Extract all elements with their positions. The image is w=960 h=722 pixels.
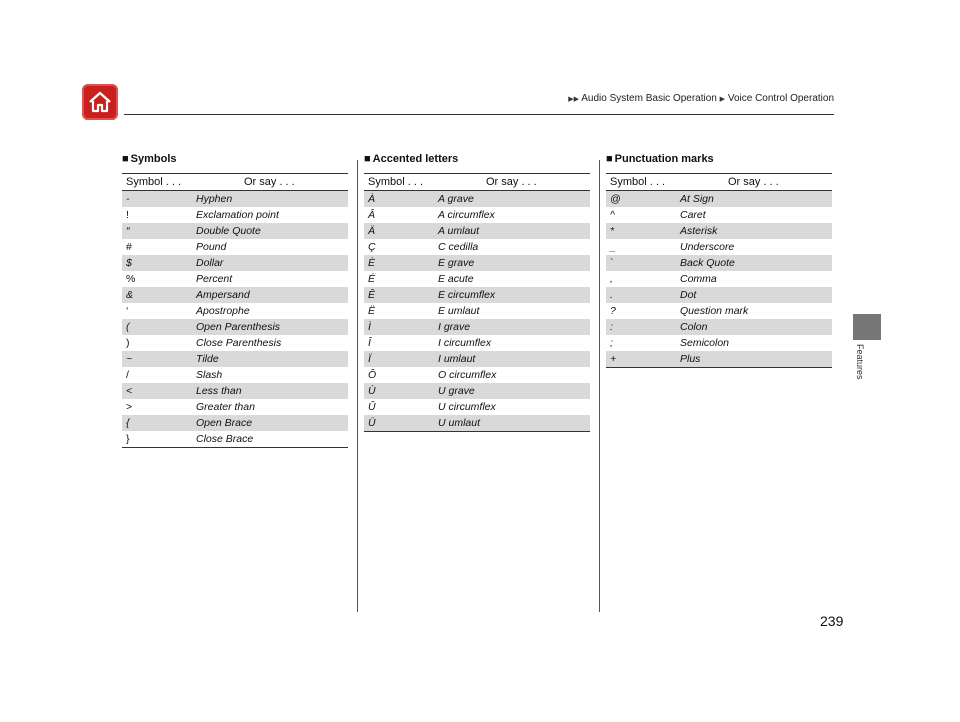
- say-cell: Colon: [680, 321, 708, 333]
- say-cell: Comma: [680, 273, 717, 285]
- say-cell: Less than: [196, 385, 242, 397]
- symbol-cell: Ì: [368, 321, 371, 333]
- table-row: [122, 367, 348, 383]
- symbol-cell: {: [126, 417, 130, 429]
- col-symbol-header: Symbol . . .: [126, 176, 182, 188]
- table-row: [122, 383, 348, 399]
- symbol-cell: ‘: [126, 305, 129, 317]
- table-row: [122, 287, 348, 303]
- symbol-cell: ): [126, 337, 130, 349]
- symbol-cell: #: [126, 241, 132, 253]
- table-row: [364, 367, 590, 383]
- table-row: [606, 255, 832, 271]
- symbol-cell: Ê: [368, 289, 376, 301]
- symbol-cell: >: [126, 401, 133, 413]
- symbol-cell: Â: [368, 209, 376, 221]
- table-row: [606, 303, 832, 319]
- table-row: [364, 415, 590, 431]
- say-cell: Greater than: [196, 401, 255, 413]
- table-row: [606, 207, 832, 223]
- table-row: [364, 319, 590, 335]
- breadcrumb-separator: ▶: [719, 96, 726, 103]
- say-cell: Slash: [196, 369, 223, 381]
- table-row: [364, 255, 590, 271]
- say-cell: Hyphen: [196, 193, 233, 205]
- say-cell: O circumflex: [438, 369, 497, 381]
- col-symbol-header: Symbol . . .: [368, 176, 424, 188]
- symbol-cell: Ü: [368, 417, 376, 429]
- table-row: [122, 399, 348, 415]
- symbol-cell: Ï: [368, 353, 371, 365]
- symbol-cell: -: [126, 193, 130, 205]
- symbol-cell: `: [610, 257, 614, 269]
- symbol-cell: %: [126, 273, 136, 285]
- column-divider: [599, 160, 600, 612]
- symbol-cell: Û: [368, 401, 376, 413]
- say-cell: Underscore: [680, 241, 735, 253]
- table-row: [606, 239, 832, 255]
- say-cell: Open Brace: [196, 417, 253, 429]
- say-cell: E umlaut: [438, 305, 480, 317]
- say-cell: Dollar: [196, 257, 224, 269]
- table-row: [364, 271, 590, 287]
- table-row: [606, 287, 832, 303]
- symbol-cell: ~: [126, 353, 133, 365]
- table-row: [122, 207, 348, 223]
- col-say-header: Or say . . .: [486, 176, 537, 188]
- table-header: [364, 174, 590, 191]
- say-cell: I circumflex: [438, 337, 492, 349]
- page-number: 239: [820, 613, 844, 629]
- table-header: [606, 174, 832, 191]
- table-row: [122, 191, 348, 207]
- say-cell: I grave: [438, 321, 471, 333]
- say-cell: U umlaut: [438, 417, 481, 429]
- breadcrumb-separator: ▶▶: [568, 96, 580, 103]
- say-cell: A umlaut: [438, 225, 480, 237]
- table-row: [122, 223, 348, 239]
- table-row: [606, 351, 832, 367]
- symbol-cell: @: [610, 193, 621, 205]
- accented-letters-section: [364, 153, 590, 432]
- features-tab[interactable]: [853, 314, 881, 340]
- symbol-cell: Ë: [368, 305, 376, 317]
- symbols-section: [122, 153, 348, 448]
- section-title: ■ Accented letters: [364, 153, 459, 165]
- symbol-cell: (: [126, 321, 130, 333]
- breadcrumb: [545, 93, 834, 104]
- say-cell: Semicolon: [680, 337, 730, 349]
- say-cell: Close Parenthesis: [196, 337, 282, 349]
- symbol-cell: /: [126, 369, 129, 381]
- square-bullet-icon: ■: [364, 153, 371, 165]
- table-row: [122, 415, 348, 431]
- symbol-cell: !: [126, 209, 129, 221]
- symbols-table: [122, 173, 348, 448]
- section-title: ■ Punctuation marks: [606, 153, 714, 165]
- say-cell: Double Quote: [196, 225, 261, 237]
- square-bullet-icon: ■: [606, 153, 613, 165]
- symbol-cell: .: [610, 289, 613, 301]
- symbol-cell: “: [126, 225, 130, 237]
- symbol-cell: Ç: [368, 241, 376, 253]
- col-say-header: Or say . . .: [728, 176, 779, 188]
- table-row: [364, 383, 590, 399]
- symbol-cell: À: [368, 193, 376, 205]
- table-row: [122, 319, 348, 335]
- square-bullet-icon: ■: [122, 153, 129, 165]
- symbol-cell: }: [126, 433, 130, 445]
- symbol-cell: $: [126, 257, 132, 269]
- say-cell: Back Quote: [680, 257, 735, 269]
- punctuation-table: [606, 173, 832, 368]
- say-cell: At Sign: [680, 193, 714, 205]
- say-cell: Dot: [680, 289, 697, 301]
- table-row: [364, 399, 590, 415]
- symbol-cell: Ô: [368, 369, 377, 381]
- home-button[interactable]: [82, 84, 118, 120]
- symbol-cell: Î: [368, 337, 371, 349]
- say-cell: E acute: [438, 273, 474, 285]
- say-cell: Percent: [196, 273, 233, 285]
- symbol-cell: É: [368, 273, 376, 285]
- table-row: [606, 223, 832, 239]
- table-row: [364, 335, 590, 351]
- say-cell: Tilde: [196, 353, 219, 365]
- breadcrumb-item-audio-system[interactable]: Audio System Basic Operation: [581, 93, 717, 104]
- table-row: [606, 319, 832, 335]
- header-rule: [124, 114, 834, 115]
- home-icon: [87, 89, 113, 115]
- column-divider: [357, 160, 358, 612]
- say-cell: Pound: [196, 241, 227, 253]
- accented-table: [364, 173, 590, 432]
- symbol-cell: :: [610, 321, 613, 333]
- table-row: [364, 207, 590, 223]
- say-cell: Open Parenthesis: [196, 321, 281, 333]
- table-row: [122, 303, 348, 319]
- table-row: [122, 335, 348, 351]
- symbol-cell: <: [126, 385, 133, 397]
- say-cell: Caret: [680, 209, 706, 221]
- say-cell: A grave: [438, 193, 474, 205]
- table-row: [122, 351, 348, 367]
- table-row: [364, 223, 590, 239]
- symbol-cell: +: [610, 353, 617, 365]
- say-cell: Question mark: [680, 305, 749, 317]
- table-row: [606, 271, 832, 287]
- col-symbol-header: Symbol . . .: [610, 176, 666, 188]
- symbol-cell: &: [126, 289, 134, 301]
- say-cell: U circumflex: [438, 401, 496, 413]
- punctuation-section: [606, 153, 832, 368]
- table-header: [122, 174, 348, 191]
- say-cell: E grave: [438, 257, 475, 269]
- symbol-cell: ,: [610, 273, 613, 285]
- table-row: [364, 351, 590, 367]
- table-row: [364, 239, 590, 255]
- features-tab-label: Features: [855, 344, 865, 380]
- section-title: ■ Symbols: [122, 153, 177, 165]
- table-row: [364, 191, 590, 207]
- say-cell: A circumflex: [438, 209, 495, 221]
- table-row: [606, 335, 832, 351]
- symbol-cell: *: [610, 225, 615, 237]
- table-row: [122, 271, 348, 287]
- symbol-cell: _: [610, 241, 616, 253]
- symbol-cell: ;: [610, 337, 613, 349]
- symbol-cell: Ä: [368, 225, 376, 237]
- say-cell: Apostrophe: [196, 305, 250, 317]
- symbol-cell: ?: [610, 305, 616, 317]
- table-row: [364, 303, 590, 319]
- table-row: [122, 255, 348, 271]
- say-cell: Plus: [680, 353, 701, 365]
- say-cell: E circumflex: [438, 289, 496, 301]
- say-cell: I umlaut: [438, 353, 476, 365]
- say-cell: C cedilla: [438, 241, 479, 253]
- say-cell: Ampersand: [196, 289, 250, 301]
- table-row: [122, 431, 348, 447]
- breadcrumb-item-voice-control[interactable]: Voice Control Operation: [727, 93, 834, 104]
- say-cell: U grave: [438, 385, 475, 397]
- symbol-cell: Ù: [368, 385, 376, 397]
- say-cell: Asterisk: [680, 225, 718, 237]
- col-say-header: Or say . . .: [244, 176, 295, 188]
- symbol-cell: È: [368, 257, 376, 269]
- say-cell: Close Brace: [196, 433, 254, 445]
- table-row: [606, 191, 832, 207]
- say-cell: Exclamation point: [196, 209, 279, 221]
- symbol-cell: ^: [610, 209, 615, 221]
- table-row: [122, 239, 348, 255]
- table-row: [364, 287, 590, 303]
